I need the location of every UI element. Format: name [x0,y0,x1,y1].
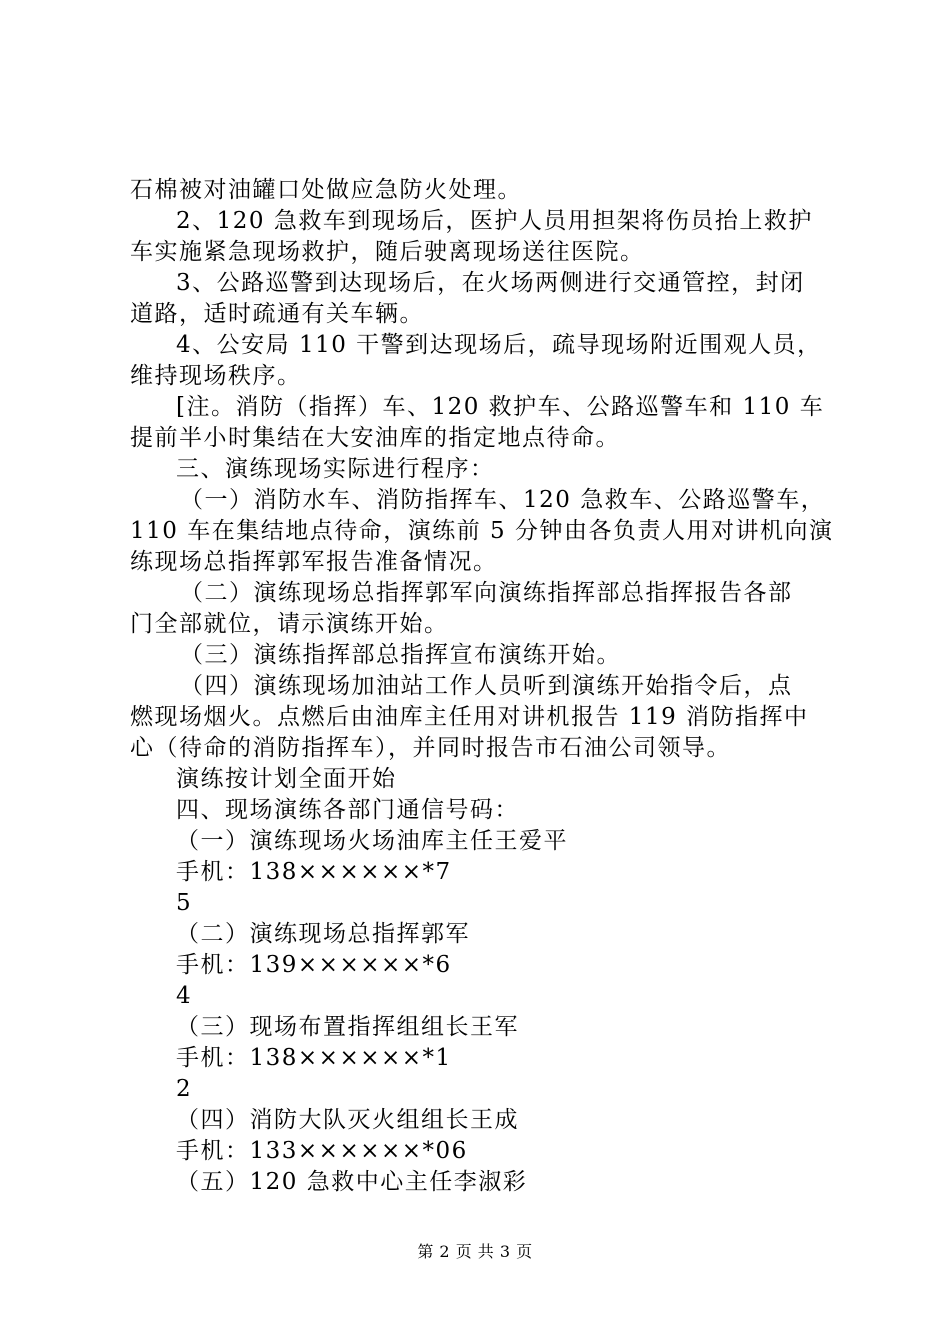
text-line: [注。消防（指挥）车、120 救护车、公路巡警车和 110 车 [176,394,825,420]
text-line: 道路，适时疏通有关车辆。 [130,301,424,327]
page-footer: 第 2 页 共 3 页 [417,1242,533,1261]
text-line: 4、公安局 110 干警到达现场后，疏导现场附近围观人员， [176,332,822,358]
text-line: 练现场总指挥郭军报告准备情况。 [130,549,498,575]
contact-phone-tail: 2 [176,1076,193,1102]
text-line: （二）演练现场总指挥郭军向演练指挥部总指挥报告各部 [180,580,793,606]
section-heading: 三、演练现场实际进行程序： [176,456,495,482]
contact-phone: 手机：133××××××*06 [176,1138,468,1164]
contact-phone-tail: 4 [176,983,193,1009]
text-line: 维持现场秩序。 [130,363,302,389]
text-line: （一）消防水车、消防指挥车、120 急救车、公路巡警车， [180,487,826,513]
contact-name: （四）消防大队灭火组组长王成 [176,1107,519,1133]
text-line: 3、公路巡警到达现场后，在火场两侧进行交通管控，封闭 [176,270,805,296]
text-line: 燃现场烟火。点燃后由油库主任用对讲机报告 119 消防指挥中 [130,704,809,730]
text-line: 提前半小时集结在大安油库的指定地点待命。 [130,425,620,451]
contact-name: （三）现场布置指挥组组长王军 [176,1014,519,1040]
text-line: （四）演练现场加油站工作人员听到演练开始指令后，点 [180,673,793,699]
text-line: 石棉被对油罐口处做应急防火处理。 [130,177,522,203]
contact-phone: 手机：139××××××*6 [176,952,452,978]
contact-name: （二）演练现场总指挥郭军 [176,921,470,947]
contact-phone-tail: 5 [176,890,193,916]
text-line: 车实施紧急现场救护，随后驶离现场送往医院。 [130,239,645,265]
contact-name: （五）120 急救中心主任李淑彩 [176,1169,528,1195]
text-line: 门全部就位，请示演练开始。 [130,611,449,637]
section-heading: 四、现场演练各部门通信号码： [176,797,519,823]
text-line: 110 车在集结地点待命，演练前 5 分钟由各负责人用对讲机向演 [130,518,834,544]
contact-phone: 手机：138××××××*7 [176,859,452,885]
text-line: （三）演练指挥部总指挥宣布演练开始。 [180,642,621,668]
text-line: 心（待命的消防指挥车），并同时报告市石油公司领导。 [130,735,731,761]
contact-name: （一）演练现场火场油库主任王爱平 [176,828,568,854]
contact-phone: 手机：138××××××*1 [176,1045,452,1071]
text-line: 演练按计划全面开始 [176,766,397,792]
text-line: 2、120 急救车到现场后，医护人员用担架将伤员抬上救护 [176,208,813,234]
